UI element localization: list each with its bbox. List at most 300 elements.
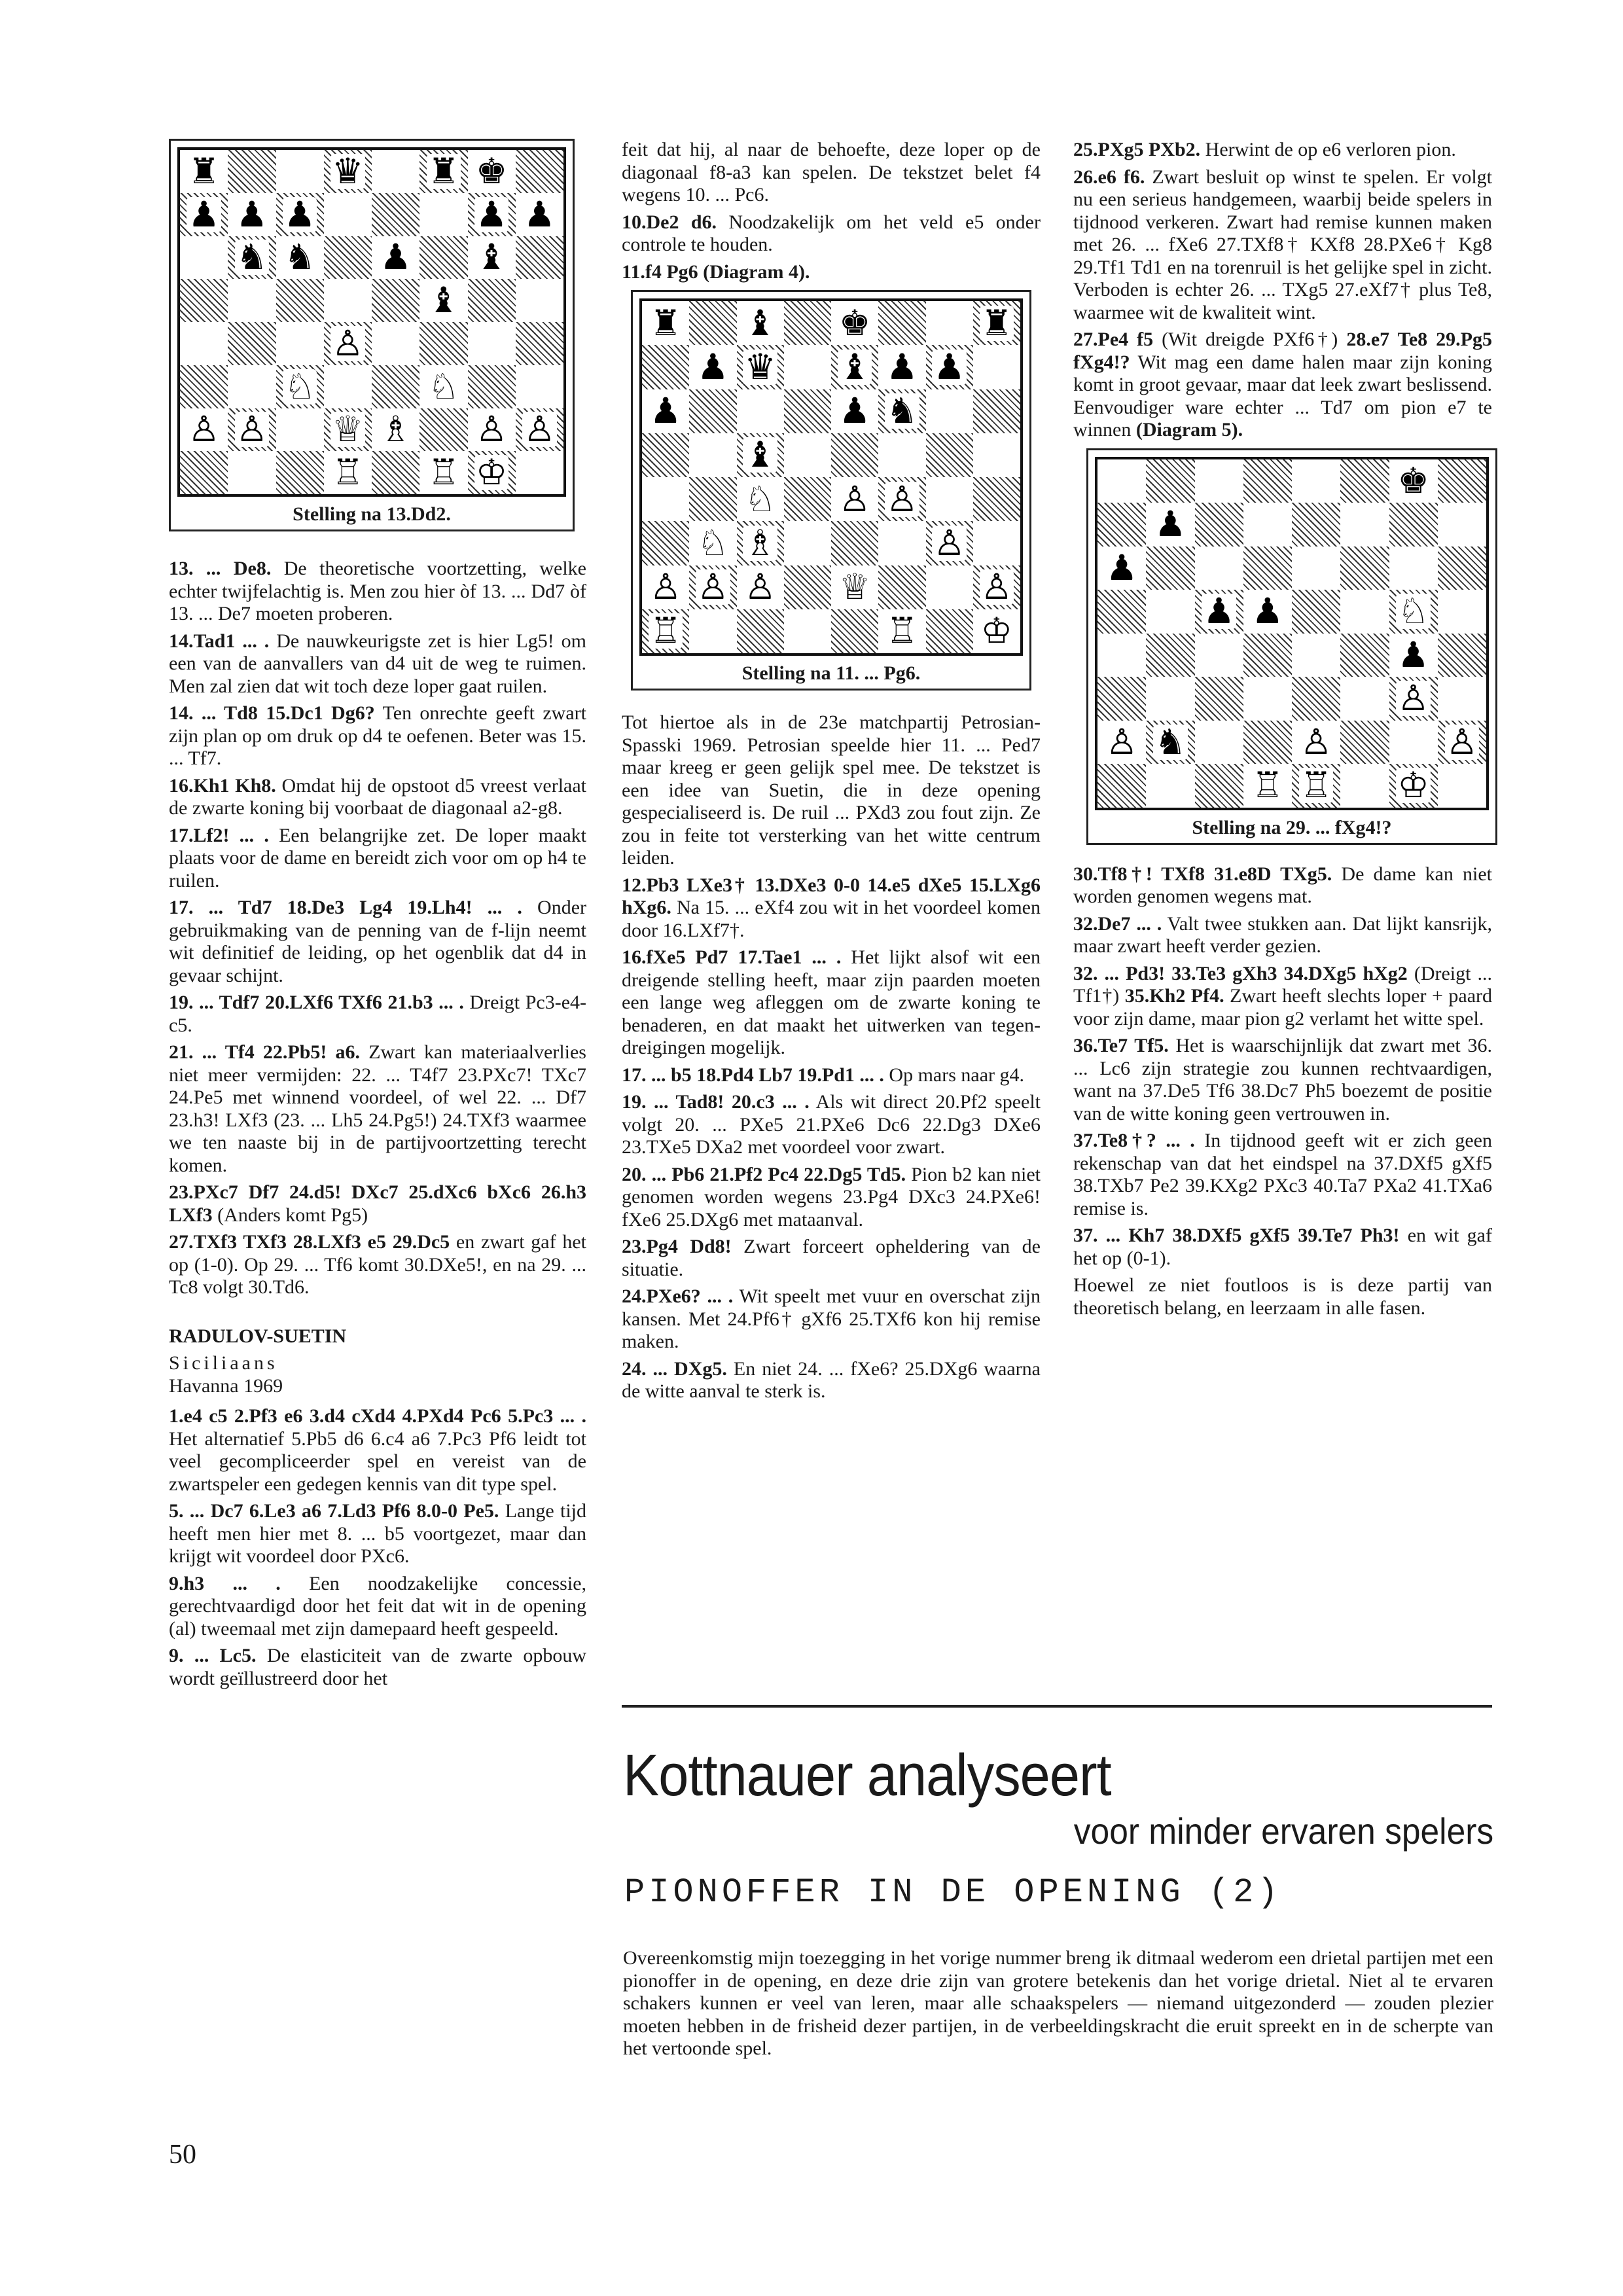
board-square bbox=[228, 193, 276, 236]
board-square bbox=[1438, 634, 1486, 677]
annotation-paragraph: 11.f4 Pg6 (Diagram 4). bbox=[622, 260, 810, 283]
section-divider bbox=[622, 1705, 1492, 1708]
chess-board bbox=[1095, 457, 1489, 810]
page-number: 50 bbox=[169, 2140, 196, 2170]
board-square bbox=[1389, 764, 1438, 808]
black-knight-icon: ♞ bbox=[1154, 721, 1186, 762]
black-pawn-icon: ♟ bbox=[283, 193, 316, 235]
black-pawn-icon: ♟ bbox=[380, 236, 412, 278]
white-rook-icon: ♖ bbox=[427, 452, 460, 493]
board-square bbox=[324, 193, 372, 236]
board-square bbox=[1097, 677, 1146, 721]
board-square bbox=[1340, 677, 1389, 721]
board-square bbox=[419, 322, 467, 365]
board-square bbox=[276, 365, 324, 408]
annotation-paragraph: Hoewel ze niet foutloos is is deze partij van theoretisch belang, en leerzaam in alle fasen. bbox=[1073, 1274, 1492, 1319]
black-pawn-icon: ♟ bbox=[1154, 503, 1186, 545]
white-pawn-icon: ♙ bbox=[933, 522, 965, 564]
board-square bbox=[468, 408, 516, 452]
board-square bbox=[1340, 503, 1389, 547]
board-square bbox=[1146, 503, 1194, 547]
board-square bbox=[1340, 590, 1389, 634]
board-square bbox=[737, 433, 784, 477]
black-king-icon: ♚ bbox=[475, 150, 508, 192]
annotation-paragraph: 17.Lf2! ... . Een belangrijke zet. De loper maakt plaats voor de dame en bereidt zich voor om op h4 te ruilen. bbox=[169, 824, 586, 891]
board-square bbox=[737, 477, 784, 521]
board-square bbox=[1292, 721, 1340, 764]
board-square bbox=[973, 389, 1020, 433]
board-square bbox=[973, 345, 1020, 389]
annotation-paragraph: 25.PXg5 PXb2. Herwint de op e6 verloren pion. bbox=[1073, 139, 1456, 160]
black-pawn-icon: ♟ bbox=[236, 193, 268, 235]
column-3 bbox=[1073, 139, 1492, 1324]
annotation-paragraph: feit dat hij, al naar de behoefte, deze loper op de diagonaal f8-a3 kan spelen. De tekstzet belet f4 wegens 10. ... Pc6. bbox=[622, 139, 1041, 206]
annotation-paragraph: 9.h3 ... . Een noodzakelijke concessie, gerechtvaardigd door het feit dat wit in de opening (al) tweemaal met zijn damepaard heeft gespeeld. bbox=[169, 1572, 587, 1640]
board-square bbox=[516, 236, 563, 279]
board-square bbox=[324, 408, 372, 452]
board-square bbox=[1292, 590, 1340, 634]
white-rook-icon: ♖ bbox=[886, 610, 918, 652]
article-heading: PIONOFFER IN DE OPENING (2) bbox=[624, 1873, 1282, 1912]
event-name: Havanna 1969 bbox=[169, 1374, 283, 1397]
white-rook-icon: ♖ bbox=[332, 452, 364, 493]
board-square bbox=[737, 521, 784, 565]
black-pawn-icon: ♟ bbox=[188, 193, 220, 235]
board-square bbox=[642, 609, 689, 653]
board-square bbox=[516, 451, 563, 494]
board-square bbox=[784, 565, 831, 609]
board-square bbox=[926, 521, 973, 565]
black-rook-icon: ♜ bbox=[188, 150, 220, 192]
board-square bbox=[372, 193, 419, 236]
board-square bbox=[1389, 590, 1438, 634]
board-square bbox=[180, 150, 228, 193]
board-square bbox=[784, 609, 831, 653]
board-square bbox=[324, 322, 372, 365]
board-square bbox=[642, 521, 689, 565]
diagram-3 bbox=[1086, 448, 1497, 845]
board-square bbox=[468, 279, 516, 322]
annotation-paragraph: 19. ... Tdf7 20.LXf6 TXf6 21.b3 ... . Dreigt Pc3-e4-c5. bbox=[169, 992, 587, 1036]
board-square bbox=[878, 433, 925, 477]
board-square bbox=[689, 301, 736, 345]
board-square bbox=[372, 236, 419, 279]
white-king-icon: ♔ bbox=[980, 610, 1013, 652]
board-square bbox=[468, 150, 516, 193]
white-pawn-icon: ♙ bbox=[1446, 721, 1478, 762]
white-knight-icon: ♘ bbox=[697, 522, 729, 564]
black-pawn-icon: ♟ bbox=[697, 346, 729, 387]
board-square bbox=[1292, 547, 1340, 590]
board-square bbox=[1195, 677, 1243, 721]
board-square bbox=[642, 477, 689, 521]
black-pawn-icon: ♟ bbox=[838, 390, 871, 432]
board-square bbox=[1243, 764, 1292, 808]
board-square bbox=[831, 521, 878, 565]
board-square bbox=[180, 193, 228, 236]
board-square bbox=[926, 609, 973, 653]
board-square bbox=[737, 609, 784, 653]
board-square bbox=[419, 236, 467, 279]
board-square bbox=[642, 345, 689, 389]
board-square bbox=[324, 150, 372, 193]
board-square bbox=[878, 345, 925, 389]
annotation-paragraph: 14.Tad1 ... . De nauwkeurigste zet is hier Lg5! om een van de aanvallers van d4 uit de weg te ruimen. Men zal zien dat wit toch deze loper gaat ruilen. bbox=[169, 630, 586, 697]
white-knight-icon: ♘ bbox=[283, 365, 316, 407]
white-pawn-icon: ♙ bbox=[188, 408, 220, 450]
board-square bbox=[1146, 677, 1194, 721]
board-square bbox=[516, 322, 563, 365]
annotation-paragraph: 16.fXe5 Pd7 17.Tae1 ... . Het lijkt alsof wit een dreigende stelling heeft, maar zijn paarden moeten een lange weg afleggen om de zwarte koning te benaderen, en dat maakt het uitwerken van tegen-dreigingen mogelijk. bbox=[622, 946, 1041, 1058]
board-square bbox=[228, 322, 276, 365]
board-square bbox=[1389, 547, 1438, 590]
board-square bbox=[642, 301, 689, 345]
white-king-icon: ♔ bbox=[1397, 764, 1429, 806]
board-square bbox=[784, 389, 831, 433]
board-square bbox=[1340, 459, 1389, 503]
board-square bbox=[324, 365, 372, 408]
article-intro: Overeenkomstig mijn toezegging in het vorige nummer breng ik ditmaal wederom een drietal partijen met een pionoffer in de opening, en deze drie zijn van grotere betekenis dan het vorige drietal. Niet al te ervaren schakers kunnen er veel van leren, maar alle schaakspelers — niemand uitgezonderd — zouden plezier moeten hebben in de frisheid dezer partijen, in de verbeeldingskracht die eruit spreekt en in de scherpte van het vertoonde spel. bbox=[623, 1947, 1493, 2059]
black-bishop-icon: ♝ bbox=[427, 279, 460, 321]
board-square bbox=[228, 408, 276, 452]
board-square bbox=[1243, 503, 1292, 547]
black-knight-icon: ♞ bbox=[236, 236, 268, 278]
board-square bbox=[973, 565, 1020, 609]
board-square bbox=[831, 565, 878, 609]
board-square bbox=[1146, 590, 1194, 634]
board-square bbox=[468, 193, 516, 236]
board-square bbox=[1340, 721, 1389, 764]
board-square bbox=[1146, 634, 1194, 677]
opening-name: Siciliaans bbox=[169, 1352, 278, 1374]
black-pawn-icon: ♟ bbox=[1203, 590, 1235, 632]
black-rook-icon: ♜ bbox=[980, 302, 1013, 344]
annotation-paragraph: 32. ... Pd3! 33.Te3 gXh3 34.DXg5 hXg2 (Dreigt ... Tf1†) 35.Kh2 Pf4. Zwart heeft slechts loper + paard voor zijn dame, maar pion g2 verlamt het witte spel. bbox=[1073, 962, 1492, 1030]
board-square bbox=[878, 477, 925, 521]
board-square bbox=[1097, 503, 1146, 547]
board-square bbox=[516, 365, 563, 408]
annotation-paragraph: 13. ... De8. De theoretische voortzetting, welke echter twijfelachtig is. Men zou hier òf 13. ... Dd7 òf 13. ... De7 moeten proberen. bbox=[169, 558, 586, 624]
board-square bbox=[926, 301, 973, 345]
board-square bbox=[784, 433, 831, 477]
white-pawn-icon: ♙ bbox=[1397, 677, 1429, 719]
white-queen-icon: ♕ bbox=[332, 408, 364, 450]
board-square bbox=[878, 389, 925, 433]
board-square bbox=[689, 609, 736, 653]
board-square bbox=[419, 150, 467, 193]
board-square bbox=[1292, 459, 1340, 503]
board-square bbox=[1097, 764, 1146, 808]
board-square bbox=[1146, 459, 1194, 503]
board-square bbox=[516, 408, 563, 452]
white-king-icon: ♔ bbox=[475, 452, 508, 493]
board-square bbox=[324, 279, 372, 322]
board-square bbox=[516, 279, 563, 322]
annotation-paragraph: 37. ... Kh7 38.DXf5 gXf5 39.Te7 Ph3! en wit gaf het op (0-1). bbox=[1073, 1225, 1492, 1269]
annotation-paragraph: 36.Te7 Tf5. Het is waarschijnlijk dat zwart met 36. ... Lc6 zijn strategie zou kunnen rechtvaardigen, want na 37.De5 Tf6 38.Dc7 Ph5 boezemt de positie van de witte koning geen vertrouwen in. bbox=[1073, 1035, 1492, 1124]
white-pawn-icon: ♙ bbox=[886, 478, 918, 520]
board-square bbox=[419, 408, 467, 452]
board-square bbox=[831, 477, 878, 521]
annotation-paragraph: 37.Te8†? ... . In tijdnood geeft wit er zich geen rekenschap van dat het eindspel na 37.DXf5 gXf5 38.TXb7 Pe2 39.KXg2 PXc3 40.Ta7 PXa2 41.TXa6 remise is. bbox=[1073, 1130, 1492, 1219]
board-square bbox=[228, 365, 276, 408]
board-square bbox=[878, 609, 925, 653]
board-square bbox=[1438, 459, 1486, 503]
board-square bbox=[1243, 547, 1292, 590]
white-pawn-icon: ♙ bbox=[1105, 721, 1138, 762]
board-square bbox=[1146, 721, 1194, 764]
white-knight-icon: ♘ bbox=[427, 365, 460, 407]
board-square bbox=[689, 433, 736, 477]
black-bishop-icon: ♝ bbox=[744, 434, 776, 476]
board-square bbox=[180, 365, 228, 408]
black-pawn-icon: ♟ bbox=[475, 193, 508, 235]
board-square bbox=[831, 609, 878, 653]
board-square bbox=[1340, 764, 1389, 808]
board-square bbox=[276, 408, 324, 452]
board-square bbox=[1389, 721, 1438, 764]
white-pawn-icon: ♙ bbox=[236, 408, 268, 450]
chess-board bbox=[639, 298, 1023, 656]
board-square bbox=[1389, 459, 1438, 503]
board-square bbox=[180, 451, 228, 494]
board-square bbox=[1438, 764, 1486, 808]
board-square bbox=[180, 236, 228, 279]
board-square bbox=[784, 345, 831, 389]
white-knight-icon: ♘ bbox=[1397, 590, 1429, 632]
board-square bbox=[468, 451, 516, 494]
annotation-paragraph: 12.Pb3 LXe3† 13.DXe3 0-0 14.e5 dXe5 15.LXg6 hXg6. Na 15. ... eXf4 zou wit in het voordeel komen door 16.LXf7†. bbox=[622, 874, 1041, 941]
board-square bbox=[1195, 764, 1243, 808]
black-pawn-icon: ♟ bbox=[524, 193, 556, 235]
board-square bbox=[276, 451, 324, 494]
white-pawn-icon: ♙ bbox=[838, 478, 871, 520]
board-square bbox=[1389, 677, 1438, 721]
annotation-paragraph: 17. ... Td7 18.De3 Lg4 19.Lh4! ... . Onder gebruikmaking van de penning van de f-lijn neemt wit definitief de leiding, op het ogenblik dat d4 in gevaar schijnt. bbox=[169, 897, 586, 986]
annotation-paragraph: 20. ... Pb6 21.Pf2 Pc4 22.Dg5 Td5. Pion b2 kan niet genomen worden wegens 23.Pg4 DXc3 24.PXe6! fXe6 25.DXg6 met mataanval. bbox=[622, 1163, 1041, 1230]
annotation-paragraph: 5. ... Dc7 6.Le3 a6 7.Ld3 Pf6 8.0-0 Pe5. Lange tijd heeft men hier met 8. ... b5 voortgezet, maar dan krijgt wit voordeel door PXc6. bbox=[169, 1500, 586, 1567]
board-square bbox=[689, 521, 736, 565]
black-bishop-icon: ♝ bbox=[838, 346, 871, 387]
white-rook-icon: ♖ bbox=[1300, 764, 1332, 806]
annotation-paragraph: 30.Tf8†! TXf8 31.e8D TXg5. De dame kan niet worden genomen wegens mat. bbox=[1073, 863, 1492, 907]
annotation-paragraph: 23.Pg4 Dd8! Zwart forceert opheldering van de situatie. bbox=[622, 1236, 1041, 1280]
board-square bbox=[372, 150, 419, 193]
white-pawn-icon: ♙ bbox=[1300, 721, 1332, 762]
board-square bbox=[737, 565, 784, 609]
white-rook-icon: ♖ bbox=[1251, 764, 1284, 806]
annotation-paragraph: 14. ... Td8 15.Dc1 Dg6? Ten onrechte geeft zwart zijn plan op om druk op d4 te oefenen. Beter was 15. ... Tf7. bbox=[169, 702, 586, 769]
board-square bbox=[372, 365, 419, 408]
annotation-paragraph: 16.Kh1 Kh8. Omdat hij de opstoot d5 vreest verlaat de zwarte koning bij voorbaat de diagonaal a2-g8. bbox=[169, 774, 587, 819]
column-1 bbox=[169, 139, 586, 1695]
board-square bbox=[689, 477, 736, 521]
board-square bbox=[926, 477, 973, 521]
white-pawn-icon: ♙ bbox=[980, 566, 1013, 608]
board-square bbox=[1438, 547, 1486, 590]
board-square bbox=[276, 150, 324, 193]
board-square bbox=[1292, 503, 1340, 547]
annotation-paragraph: 23.PXc7 Df7 24.d5! DXc7 25.dXc6 bXc6 26.h3 LXf3 (Anders komt Pg5) bbox=[169, 1181, 586, 1226]
board-square bbox=[228, 236, 276, 279]
annotation-paragraph: 27.Pe4 f5 (Wit dreigde PXf6†) 28.e7 Te8 29.Pg5 fXg4!? Wit mag een dame halen maar zijn koning komt in groot gevaar, maar dat leek zwart beslissend. Eenvoudiger ware echter ... Td7 om pion e7 te winnen (Diagram 5). bbox=[1073, 329, 1493, 440]
white-pawn-icon: ♙ bbox=[649, 566, 682, 608]
board-square bbox=[878, 521, 925, 565]
board-square bbox=[372, 322, 419, 365]
board-square bbox=[1243, 634, 1292, 677]
black-bishop-icon: ♝ bbox=[744, 302, 776, 344]
white-queen-icon: ♕ bbox=[838, 566, 871, 608]
board-square bbox=[468, 322, 516, 365]
board-square bbox=[1292, 677, 1340, 721]
annotation-paragraph: 9. ... Lc5. De elasticiteit van de zwarte opbouw wordt geïllustreerd door het bbox=[169, 1645, 586, 1689]
board-square bbox=[228, 451, 276, 494]
board-square bbox=[1243, 721, 1292, 764]
annotation-paragraph: 24.PXe6? ... . Wit speelt met vuur en overschat zijn kansen. Met 24.Pf6† gXf6 25.TXf6 kon hij remise maken. bbox=[622, 1285, 1041, 1352]
board-square bbox=[784, 301, 831, 345]
board-square bbox=[228, 279, 276, 322]
board-square bbox=[1243, 677, 1292, 721]
board-square bbox=[831, 301, 878, 345]
annotation-paragraph: 19. ... Tad8! 20.c3 ... . Als wit direct 20.Pf2 speelt volgt 20. ... PXe5 21.PXe6 Dc6 22.Dg3 DXe6 23.TXe5 DXa2 met voordeel voor zwart. bbox=[622, 1091, 1041, 1158]
black-king-icon: ♚ bbox=[1397, 459, 1429, 501]
black-pawn-icon: ♟ bbox=[1105, 547, 1138, 588]
annotation-paragraph: 10.De2 d6. Noodzakelijk om het veld e5 onder controle te houden. bbox=[622, 211, 1041, 255]
black-pawn-icon: ♟ bbox=[1251, 590, 1284, 632]
board-square bbox=[1097, 721, 1146, 764]
board-square bbox=[926, 345, 973, 389]
board-square bbox=[276, 236, 324, 279]
game-header: RADULOV-SUETIN bbox=[169, 1325, 347, 1347]
board-square bbox=[324, 451, 372, 494]
black-king-icon: ♚ bbox=[838, 302, 871, 344]
white-rook-icon: ♖ bbox=[649, 610, 682, 652]
board-square bbox=[1243, 459, 1292, 503]
board-square bbox=[372, 451, 419, 494]
board-square bbox=[419, 193, 467, 236]
board-square bbox=[831, 433, 878, 477]
board-square bbox=[180, 408, 228, 452]
diagram-caption: Stelling na 29. ... fXg4!? bbox=[1192, 816, 1392, 838]
black-queen-icon: ♛ bbox=[332, 150, 364, 192]
black-pawn-icon: ♟ bbox=[933, 346, 965, 387]
board-square bbox=[737, 301, 784, 345]
board-square bbox=[1292, 764, 1340, 808]
black-knight-icon: ♞ bbox=[283, 236, 316, 278]
chess-board bbox=[177, 147, 566, 497]
board-square bbox=[689, 565, 736, 609]
board-square bbox=[1340, 547, 1389, 590]
column-2 bbox=[622, 139, 1041, 1408]
board-square bbox=[1097, 634, 1146, 677]
board-square bbox=[784, 521, 831, 565]
annotation-paragraph: 21. ... Tf4 22.Pb5! a6. Zwart kan materiaalverlies niet meer vermijden: 22. ... T4f7 23.PXc7! TXc7 24.Pe5 met winnend voordeel, of wel 22. ... Df7 23.h3! LXf3 (23. ... Lh5 24.Pg5!) 24.TXf3 waarmee we ten naaste bij in de partijvoortzetting terecht komen. bbox=[169, 1041, 586, 1176]
annotation-paragraph: 17. ... b5 18.Pd4 Lb7 19.Pd1 ... . Op mars naar g4. bbox=[622, 1064, 1025, 1086]
board-square bbox=[228, 150, 276, 193]
board-square bbox=[1195, 547, 1243, 590]
board-square bbox=[689, 345, 736, 389]
annotation-paragraph: Tot hiertoe als in de 23e matchpartij Petrosian-Spasski 1969. Petrosian speelde hier 11. ... Ped7 maar kreeg er geen gelijk spel mee. De tekstzet is een idee van Suetin, die in deze opening gespecialiseerd is. De ruil ... PXd3 zou fout zijn. Ze zou in feite tot versterking van het witte centrum leiden. bbox=[622, 711, 1041, 869]
board-square bbox=[1195, 459, 1243, 503]
board-square bbox=[926, 565, 973, 609]
board-square bbox=[180, 322, 228, 365]
board-square bbox=[1195, 721, 1243, 764]
board-square bbox=[276, 322, 324, 365]
annotation-paragraph: 26.e6 f6. Zwart besluit op winst te spelen. Er volgt nu een serieus handgemeen, waarbij beide spelers in tijdnood verkeren. Zwart had remise kunnen maken met 26. ... fXe6 27.TXf8† KXf8 28.PXe6† Kg8 29.Tf1 Td1 en na torenruil is het gelijke spel in zicht. Verboden is echter 26. ... TXg5 27.eXf7† plus Te8, waarmee wit de kwaliteit wint. bbox=[1073, 166, 1492, 323]
board-square bbox=[1389, 634, 1438, 677]
board-square bbox=[1438, 721, 1486, 764]
diagram-2 bbox=[631, 290, 1031, 691]
annotation-paragraph: 32.De7 ... . Valt twee stukken aan. Dat lijkt kansrijk, maar zwart heeft verder gezien. bbox=[1073, 912, 1492, 957]
board-square bbox=[1097, 459, 1146, 503]
board-square bbox=[468, 365, 516, 408]
board-square bbox=[1340, 634, 1389, 677]
board-square bbox=[1146, 764, 1194, 808]
board-square bbox=[737, 345, 784, 389]
board-square bbox=[926, 433, 973, 477]
board-square bbox=[973, 301, 1020, 345]
white-pawn-icon: ♙ bbox=[744, 566, 776, 608]
board-square bbox=[372, 279, 419, 322]
board-square bbox=[973, 521, 1020, 565]
board-square bbox=[1195, 590, 1243, 634]
board-square bbox=[973, 477, 1020, 521]
board-square bbox=[1195, 503, 1243, 547]
board-square bbox=[419, 451, 467, 494]
article-title: Kottnauer analyseert bbox=[623, 1743, 1111, 1808]
board-square bbox=[1243, 590, 1292, 634]
diagram-1 bbox=[169, 139, 575, 531]
board-square bbox=[1146, 547, 1194, 590]
board-square bbox=[831, 389, 878, 433]
board-square bbox=[516, 150, 563, 193]
board-square bbox=[1438, 590, 1486, 634]
black-bishop-icon: ♝ bbox=[475, 236, 508, 278]
board-square bbox=[276, 193, 324, 236]
black-pawn-icon: ♟ bbox=[886, 346, 918, 387]
board-square bbox=[784, 477, 831, 521]
board-square bbox=[516, 193, 563, 236]
board-square bbox=[1389, 503, 1438, 547]
board-square bbox=[973, 433, 1020, 477]
black-pawn-icon: ♟ bbox=[649, 390, 682, 432]
board-square bbox=[276, 279, 324, 322]
board-square bbox=[1438, 503, 1486, 547]
white-pawn-icon: ♙ bbox=[475, 408, 508, 450]
annotation-paragraph: 1.e4 c5 2.Pf3 e6 3.d4 cXd4 4.PXd4 Pc6 5.Pc3 ... . Het alternatief 5.Pb5 d6 6.c4 a6 7.Pc3 Pf6 leidt tot veel gecompliceerder spel en vereist van de zwartspeler een gedegen kennis van dit type spel. bbox=[169, 1405, 586, 1495]
white-pawn-icon: ♙ bbox=[697, 566, 729, 608]
board-square bbox=[419, 279, 467, 322]
white-bishop-icon: ♗ bbox=[380, 408, 412, 450]
white-bishop-icon: ♗ bbox=[744, 522, 776, 564]
board-square bbox=[180, 279, 228, 322]
black-knight-icon: ♞ bbox=[886, 390, 918, 432]
board-square bbox=[1097, 547, 1146, 590]
article-subtitle: voor minder ervaren spelers bbox=[1073, 1810, 1493, 1852]
board-square bbox=[689, 389, 736, 433]
board-square bbox=[1195, 634, 1243, 677]
board-square bbox=[831, 345, 878, 389]
board-square bbox=[642, 433, 689, 477]
board-square bbox=[1292, 634, 1340, 677]
white-pawn-icon: ♙ bbox=[332, 322, 364, 364]
board-square bbox=[926, 389, 973, 433]
white-pawn-icon: ♙ bbox=[524, 408, 556, 450]
board-square bbox=[642, 565, 689, 609]
annotation-paragraph: 24. ... DXg5. En niet 24. ... fXe6? 25.DXg6 waarna de witte aanval te sterk is. bbox=[622, 1357, 1041, 1402]
board-square bbox=[324, 236, 372, 279]
board-square bbox=[1438, 677, 1486, 721]
